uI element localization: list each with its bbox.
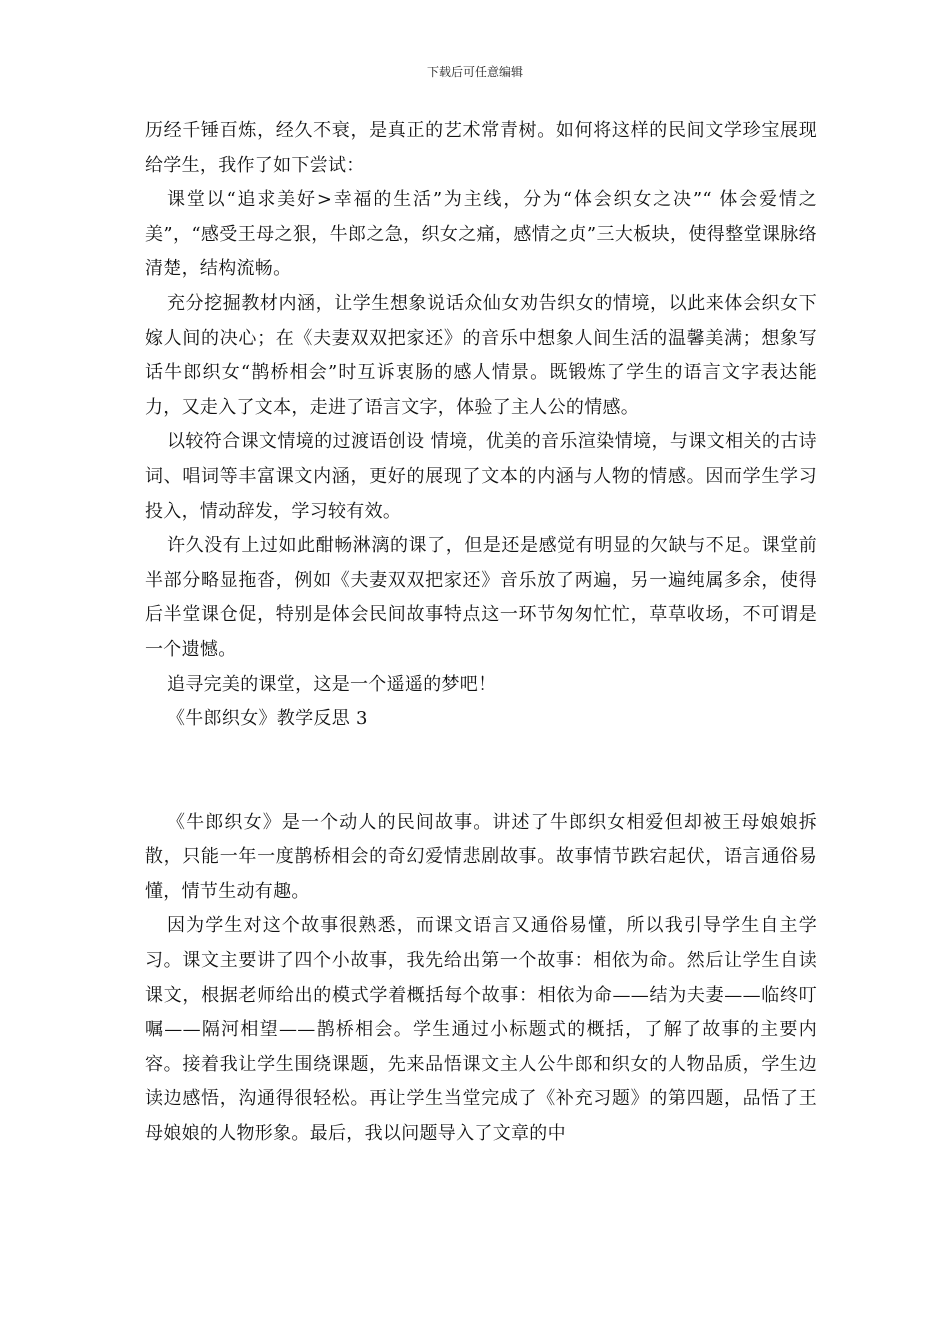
paragraph-situation: 以较符合课文情境的过渡语创设 情境，优美的音乐渲染情境，与课文相关的古诗词、唱词等丰富课文内涵，更好的展现了文本的内涵与人物的情感。因而学生学习投入，情动辞发，学习较有效。 [145,431,817,522]
paragraph-structure: 课堂以“追求美好>幸福的生活”为主线，分为“体会织女之决”“ 体会爱情之美”，“感受王母之狠，牛郎之急，织女之痛，感情之贞”三大板块，使得整堂课脉络清楚，结构流畅。 [145,189,817,280]
section-spacer [145,737,817,806]
page-header-note: 下载后可任意编辑 [426,65,523,79]
paragraph-continuation: 历经千锤百炼，经久不衰，是真正的艺术常青树。如何将这样的民间文学珍宝展现给学生，我作了如下尝试： [145,120,817,176]
section-title: 《牛郎织女》教学反思 3 [167,708,368,730]
paragraph-content: 充分挖掘教材内涵，让学生想象说话众仙女劝告织女的情境，以此来体会织女下嫁人间的决心；在《夫妻双双把家还》的音乐中想象人间生活的温馨美满；想象写话牛郎织女“鹊桥相会”时互诉衷肠的感人情景。既锻炼了学生的语言文字表达能力，又走入了文本，走进了语言文字，体验了主人公的情感。 [145,292,817,418]
paragraph-story-intro: 《牛郎织女》是一个动人的民间故事。讲述了牛郎织女相爱但却被王母娘娘拆散，只能一年一度鹊桥相会的奇幻爱情悲剧故事。故事情节跌宕起伏，语言通俗易懂，情节生动有趣。 [145,811,817,902]
document-body [145,114,817,1152]
paragraph-closing: 追寻完美的课堂，这是一个遥遥的梦吧！ [167,673,497,695]
paragraph-shortcomings: 许久没有上过如此酣畅淋漓的课了，但是还是感觉有明显的欠缺与不足。课堂前半部分略显拖沓，例如《夫妻双双把家还》音乐放了两遍，另一遍纯属多余，使得后半堂课仓促，特别是体会民间故事特点这一环节匆匆忙忙，草草收场，不可谓是一个遗憾。 [145,535,817,660]
paragraph-teaching-process: 因为学生对这个故事很熟悉，而课文语言又通俗易懂，所以我引导学生自主学习。课文主要讲了四个小故事，我先给出第一个故事：相依为命。然后让学生自读课文，根据老师给出的模式学着概括每个故事：相依为命——结为夫妻——临终叮嘱——隔河相望——鹊桥相会。学生通过小标题式的概括，了解了故事的主要内容。接着我让学生围绕课题，先来品悟课文主人公牛郎和织女的人物品质，学生边读边感悟，沟通得很轻松。再让学生当堂完成了《补充习题》的第四题，品悟了王母娘娘的人物形象。最后，我以问题导入了文章的中 [145,915,817,1145]
